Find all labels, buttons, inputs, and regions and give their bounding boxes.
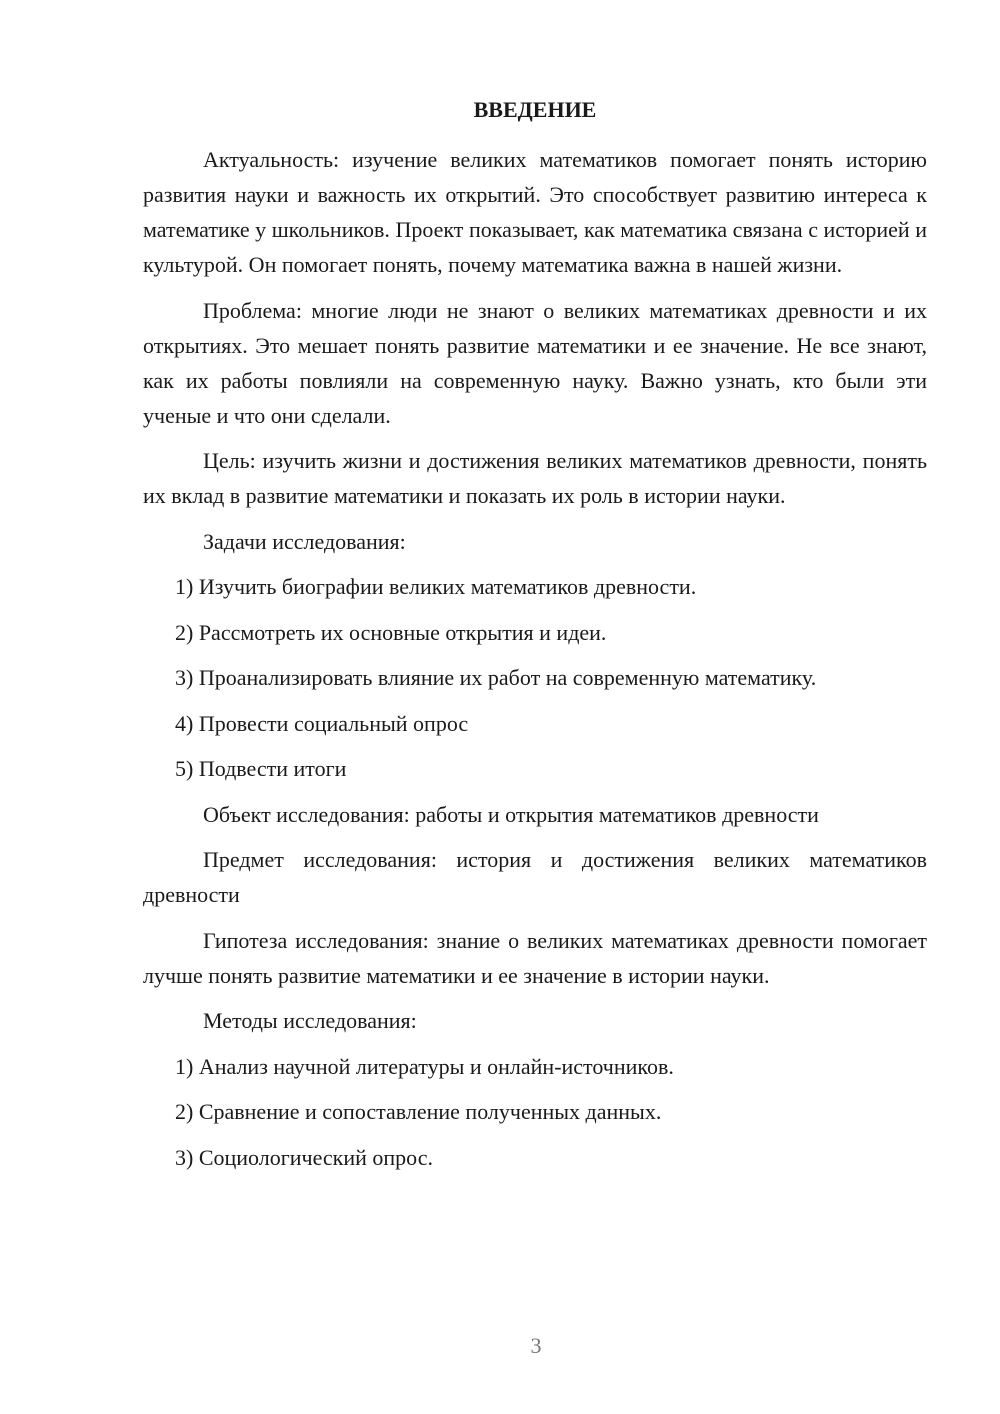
- hypothesis-paragraph: Гипотеза исследования: знание о великих математиках древности помогает лучше понять развитие математики и ее значение в истории науки.: [143, 927, 927, 988]
- method-item: 1) Анализ научной литературы и онлайн-источников.: [175, 1053, 674, 1079]
- relevance-paragraph: Актуальность: изучение великих математиков помогает понять историю развития науки и важность их открытий. Это способствует развитию интереса к математике у школьников. Проект показывает, как математика связана с историей и культурой. Он помогает понять, почему математика важна в нашей жизни.: [143, 147, 927, 277]
- object-paragraph: Объект исследования: работы и открытия математиков древности: [203, 801, 819, 827]
- method-item: 2) Сравнение и сопоставление полученных данных.: [175, 1099, 662, 1124]
- problem-paragraph: Проблема: многие люди не знают о великих математиках древности и их открытиях. Это мешает понять развитие математики и ее значение. Не все знают, как их работы повлияли на современную науку. Важно узнать, кто были эти ученые и что они сделали.: [143, 297, 927, 428]
- task-item: 2) Рассмотреть их основные открытия и идеи.: [175, 619, 607, 645]
- page-number: 3: [530, 1333, 542, 1358]
- task-item: 4) Провести социальный опрос: [175, 710, 469, 736]
- page-title: ВВЕДЕНИЕ: [473, 97, 597, 122]
- goal-paragraph: Цель: изучить жизни и достижения великих математиков древности, понять их вклад в развитие математики и показать их роль в истории науки.: [143, 448, 927, 508]
- task-item: 3) Проанализировать влияние их работ на современную математику.: [175, 665, 817, 690]
- methods-heading: Методы исследования:: [203, 1008, 417, 1033]
- tasks-heading: Задачи исследования:: [203, 528, 406, 554]
- task-item: 1) Изучить биографии великих математиков древности.: [175, 574, 697, 599]
- task-item: 5) Подвести итоги: [175, 756, 347, 781]
- method-item: 3) Социологический опрос.: [175, 1144, 433, 1170]
- subject-paragraph: Предмет исследования: история и достижения великих математиков древности: [143, 847, 927, 907]
- document-body: [143, 92, 927, 1185]
